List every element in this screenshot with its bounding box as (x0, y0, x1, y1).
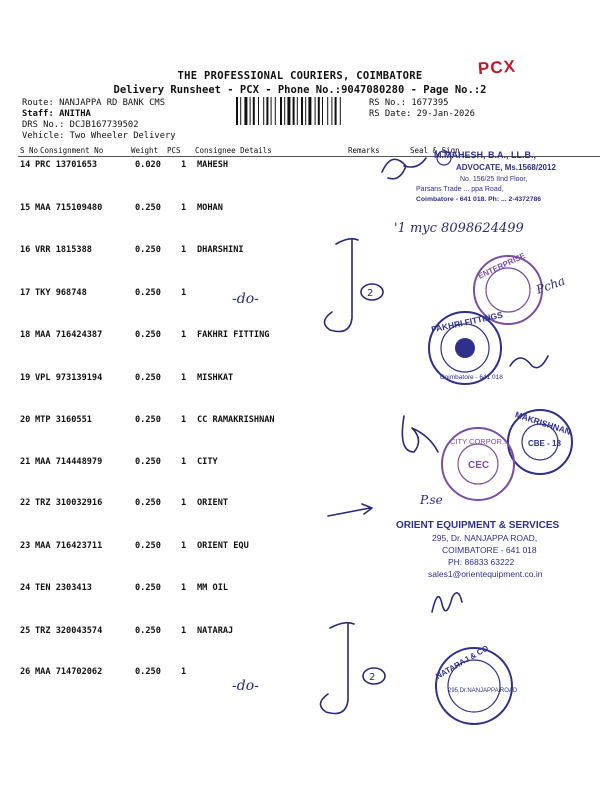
stamp-orient-phone: PH: 86833 63222 (448, 557, 515, 567)
row-sno: 19 (20, 373, 31, 383)
stamp-enterprise-text: ENTERPRISE (476, 250, 527, 281)
handwritten-initials: Pcha (534, 273, 567, 297)
stamp-orient-name: ORIENT EQUIPMENT & SERVICES (396, 520, 560, 531)
row-consignee: ORIENT EQU (197, 541, 249, 551)
row-pcs: 1 (181, 583, 187, 593)
row-weight: 0.250 (135, 245, 161, 255)
runsheet-title: Delivery Runsheet - PCX - Phone No.:9047080280 - Page No.:2 (113, 84, 487, 96)
signature-j (324, 239, 358, 332)
staff-label: Staff: ANITHA (22, 109, 91, 119)
stamp-nanjappa-text: 295,Dr.NANJAPPA ROAD (448, 688, 518, 694)
pcx-handwritten-mark: PCX (477, 56, 517, 79)
row-pcs: 1 (181, 288, 187, 298)
handwritten-initials: P.se (420, 493, 443, 507)
ditto-mark: -do- (232, 291, 259, 307)
row-consignee: NATARAJ (197, 626, 234, 636)
stamp-nataraj-text: NATARAJ & CO (434, 643, 491, 681)
stamp-mahesh-title: ADVOCATE, Ms.1568/2012 (456, 163, 556, 172)
nataraj-round-stamp (434, 644, 518, 724)
col-remarks: Remarks (348, 146, 380, 155)
orient-stamp (396, 520, 560, 579)
route-label: Route: NANJAPPA RD BANK CMS (22, 98, 165, 108)
row-weight: 0.250 (135, 288, 161, 298)
row-consignee: MISHKAT (197, 373, 234, 383)
arrow-mark (328, 504, 372, 516)
row-consignment: VPL 973139194 (35, 373, 103, 383)
row-consignee: ORIENT (197, 498, 229, 508)
row-sno: 14 (20, 160, 31, 170)
row-weight: 0.250 (135, 330, 161, 340)
stamp-orient-address: 295, Dr. NANJAPPA ROAD, (432, 533, 538, 543)
row-pcs: 1 (181, 203, 187, 213)
row-weight: 0.250 (135, 457, 161, 467)
circled-number-text: 2 (369, 672, 376, 683)
vehicle-label: Vehicle: Two Wheeler Delivery (22, 131, 176, 141)
row-sno: 24 (20, 583, 31, 593)
row-weight: 0.250 (135, 541, 161, 551)
col-consignee: Consignee Details (195, 146, 272, 155)
row-consignment: MAA 714448979 (35, 457, 103, 467)
advocate-stamp (416, 150, 556, 203)
stamp-city-text: CITY CORPOR... (450, 437, 509, 446)
stamp-cbe-text: CBE - 18 (528, 439, 561, 448)
row-sno: 20 (20, 415, 31, 425)
row-consignment: TRZ 320043574 (35, 626, 103, 636)
row-consignment: TKY 968748 (35, 288, 87, 298)
handwritten-phone: '1 myc 8098624499 (394, 221, 524, 236)
stamp-cec-text: CEC (468, 460, 490, 471)
row-pcs: 1 (181, 457, 187, 467)
row-consignee: DHARSHINI (197, 245, 244, 255)
row-sno: 23 (20, 541, 31, 551)
row-weight: 0.250 (135, 373, 161, 383)
city-corp-stamp (442, 428, 514, 500)
row-weight: 0.250 (135, 203, 161, 213)
row-weight: 0.250 (135, 626, 161, 636)
row-consignment: MAA 716424387 (35, 330, 103, 340)
stamp-ramakrishnan-text: MAKRISHNAN (513, 409, 573, 437)
col-consignment: Consignment No (40, 146, 104, 155)
stamp-mahesh-city: Coimbatore - 641 018. Ph: ... 2-4372786 (416, 196, 542, 203)
row-weight: 0.250 (135, 415, 161, 425)
row-pcs: 1 (181, 330, 187, 340)
row-weight: 0.250 (135, 583, 161, 593)
row-consignee: FAKHRI FITTING (197, 330, 270, 340)
stamp-mahesh-name: M.MAHESH, B.A., LL.B., (434, 150, 536, 160)
row-sno: 15 (20, 203, 31, 213)
row-sno: 26 (20, 667, 31, 677)
col-weight: Weight (131, 146, 159, 155)
row-consignee: MOHAN (197, 203, 223, 213)
row-sno: 17 (20, 288, 31, 298)
row-consignment: MAA 714702062 (35, 667, 103, 677)
signature-mahesh (382, 158, 426, 179)
row-weight: 0.020 (135, 160, 161, 170)
row-sno: 16 (20, 245, 31, 255)
row-pcs: 1 (181, 245, 187, 255)
signature-j (320, 623, 354, 714)
col-pcs: PCS (167, 146, 181, 155)
fakhri-round-stamp (429, 309, 504, 384)
drs-number: DRS No.: DCJB167739502 (22, 120, 139, 130)
rs-date: RS Date: 29-Jan-2026 (369, 109, 475, 119)
ramakrishnan-stamp (508, 409, 572, 474)
row-consignment: MAA 715109480 (35, 203, 103, 213)
row-consignee: MM OIL (197, 583, 229, 593)
circled-number-text: 2 (367, 288, 374, 299)
col-sno: S No (20, 146, 39, 155)
signature-mm-oil (432, 593, 462, 612)
row-consignment: TEN 2303413 (35, 583, 92, 593)
row-consignee: CC RAMAKRISHNAN (197, 415, 275, 425)
row-weight: 0.250 (135, 498, 161, 508)
row-weight: 0.250 (135, 667, 161, 677)
signature-mishkat (510, 356, 548, 368)
ditto-mark: -do- (232, 678, 259, 694)
row-sno: 25 (20, 626, 31, 636)
row-consignee: MAHESH (197, 160, 229, 170)
rs-number: RS No.: 1677395 (369, 98, 449, 108)
company-name: THE PROFESSIONAL COURIERS, COIMBATORE (177, 70, 423, 82)
row-pcs: 1 (181, 373, 187, 383)
row-pcs: 1 (181, 667, 187, 677)
row-sno: 21 (20, 457, 31, 467)
stamp-orient-city: COIMBATORE - 641 018 (442, 545, 537, 555)
row-sno: 18 (20, 330, 31, 340)
fakhri-logo-icon (455, 338, 475, 358)
row-pcs: 1 (181, 541, 187, 551)
stamp-fakhri-text: FAKHRI FITTINGS (430, 309, 504, 335)
stamp-fakhri-city: Coimbatore - 641 018 (440, 374, 503, 381)
row-pcs: 1 (181, 160, 187, 170)
col-seal-sign: Seal & Sign (410, 146, 460, 155)
stamp-orient-email: sales1@orientequipment.co.in (428, 569, 543, 579)
stamp-mahesh-address: Parsans Trade ... ppa Road, (416, 186, 504, 193)
row-consignment: PRC 13701653 (35, 160, 98, 170)
stamp-mahesh-address: No. 156/25 IInd Floor, (460, 176, 528, 183)
row-consignment: MAA 716423711 (35, 541, 103, 551)
row-pcs: 1 (181, 626, 187, 636)
row-sno: 22 (20, 498, 31, 508)
row-consignment: TRZ 310032916 (35, 498, 103, 508)
row-consignee: CITY (197, 457, 218, 467)
row-pcs: 1 (181, 498, 187, 508)
row-consignment: VRR 1815388 (35, 245, 92, 255)
signature-cc (402, 416, 438, 452)
row-consignment: MTP 3160551 (35, 415, 92, 425)
row-pcs: 1 (181, 415, 187, 425)
